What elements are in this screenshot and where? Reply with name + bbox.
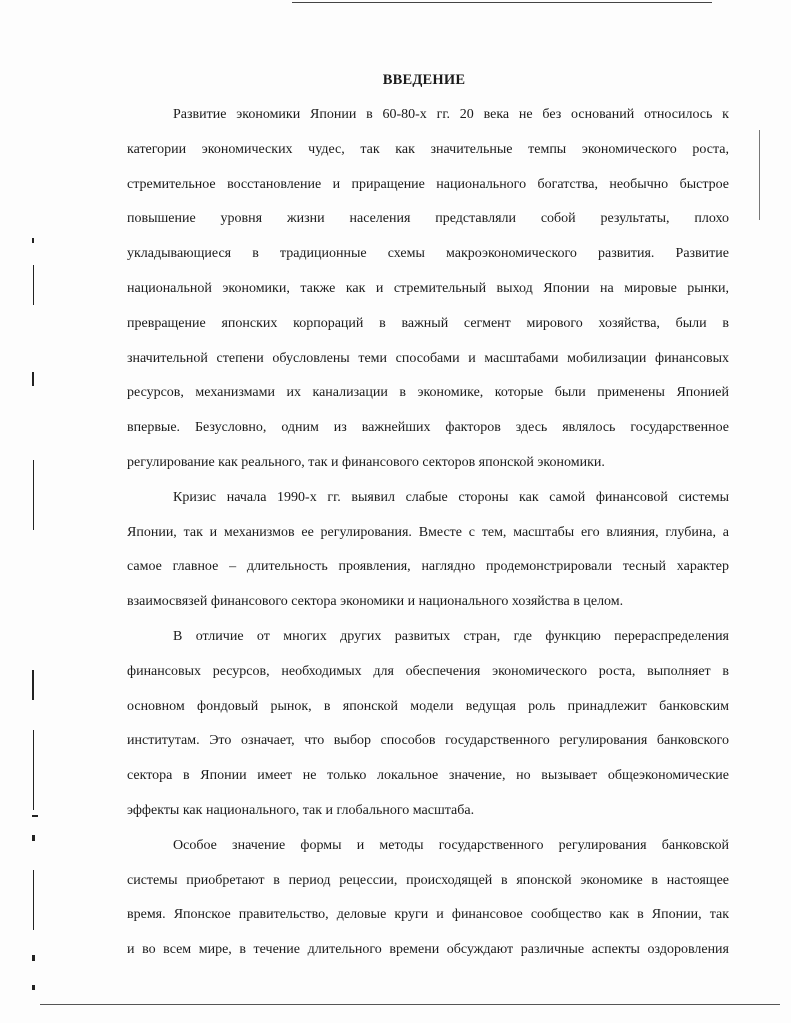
text-line: Японии, так и механизмов ее регулирования. Вместе с тем, масштабы его влияния, глубина, а [127,524,729,540]
text-line: стремительное восстановление и приращение национального богатства, необычно быстрое [127,176,729,192]
scan-edge-right [759,130,760,220]
text-line: самое главное – длительность проявления, наглядно продемонстрировали тесный характер [127,559,729,575]
binding-mark [32,835,35,841]
binding-mark [33,265,34,305]
text-line: укладывающиеся в традиционные схемы макроэкономического развития. Развитие [127,246,729,262]
binding-mark [32,372,34,386]
scan-edge-bottom [40,1004,780,1005]
text-line: Кризис начала 1990-х гг. выявил слабые стороны как самой финансовой системы [173,489,729,505]
body-text [127,98,729,968]
binding-mark [32,670,34,700]
text-line: эффекты как национального, так и глобального масштаба. [127,802,475,818]
text-line: регулирование как реального, так и финансового секторов японской экономики. [127,454,605,470]
text-line: Особое значение формы и методы государственного регулирования банковской [173,837,729,853]
binding-mark [33,730,34,810]
binding-mark [33,460,34,530]
text-line: впервые. Безусловно, одним из важнейших факторов здесь являлось государственное [127,420,729,436]
text-line: категории экономических чудес, так как значительные темпы экономического роста, [127,141,729,157]
text-line: ресурсов, механизмами их канализации в экономике, которые были применены Японией [127,385,729,401]
binding-mark [33,870,34,930]
text-line: превращение японских корпораций в важный сегмент мирового хозяйства, были в [127,315,729,331]
text-line: значительной степени обусловлены теми способами и масштабами мобилизации финансовых [127,350,729,366]
page-title: ВВЕДЕНИЕ [382,72,466,88]
text-line: Развитие экономики Японии в 60-80-х гг. 20 века не без оснований относилось к [173,107,729,122]
binding-mark [32,815,38,817]
binding-marks [28,0,40,1023]
text-line: повышение уровня жизни населения представляли собой результаты, плохо [127,211,729,227]
text-line: взаимосвязей финансового сектора экономики и национального хозяйства в целом. [127,594,624,610]
text-line: сектора в Японии имеет не только локальное значение, но вызывает общеэкономические [127,768,729,784]
binding-mark [32,985,35,990]
text-line: время. Японское правительство, деловые круги и финансовое сообщество как в Японии, так [127,907,729,923]
text-line: основном фондовый рынок, в японской модели ведущая роль принадлежит банковским [127,698,729,714]
text-line: и во всем мире, в течение длительного времени обсуждают различные аспекты оздоровления [127,942,729,958]
binding-mark [32,238,34,243]
text-line: системы приобретают в период рецессии, происходящей в японской экономике в настоящее [127,872,729,888]
text-line: В отличие от многих других развитых стран, где функцию перераспределения [173,628,729,644]
text-line: финансовых ресурсов, необходимых для обеспечения экономического роста, выполняет в [127,663,729,679]
text-line: институтам. Это означает, что выбор способов государственного регулирования банковского [127,733,729,749]
binding-mark [32,955,35,961]
scan-edge-top [292,2,712,3]
text-line: национальной экономики, также как и стремительный выход Японии на мировые рынки, [127,280,729,296]
